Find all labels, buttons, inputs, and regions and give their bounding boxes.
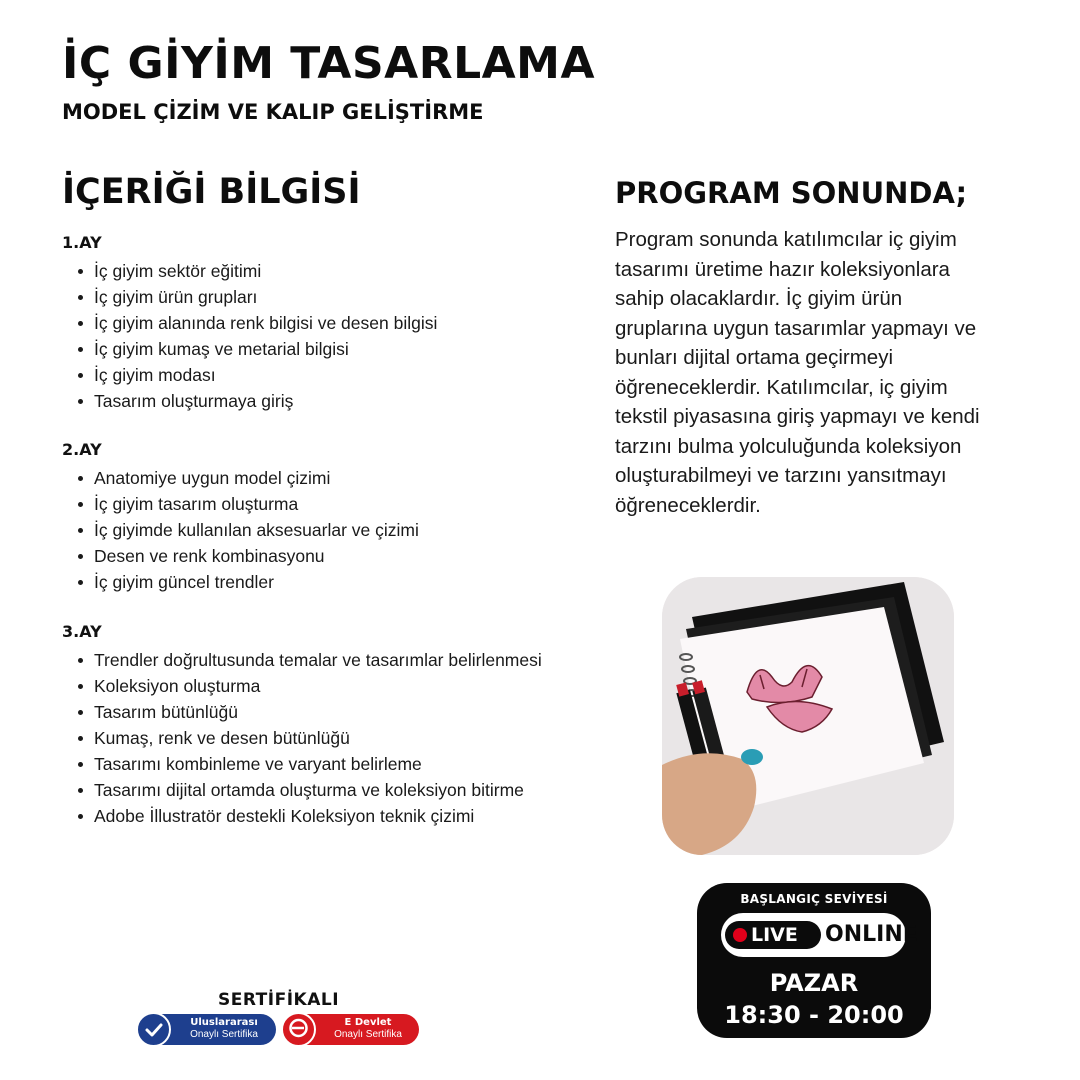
month-topic-list	[62, 647, 562, 829]
topic-item: Tasarımı kombinleme ve varyant belirleme	[62, 751, 562, 777]
topic-item: Kumaş, renk ve desen bütünlüğü	[62, 725, 562, 751]
topic-item: İç giyim sektör eğitimi	[62, 258, 562, 284]
topic-item: İç giyim kumaş ve metarial bilgisi	[62, 336, 562, 362]
check-badge-icon	[136, 1012, 171, 1047]
topic-item: İç giyim tasarım oluşturma	[62, 491, 562, 517]
e-devlet-certificate-badge	[283, 1014, 419, 1045]
topic-item: İç giyim modası	[62, 362, 562, 388]
e-devlet-logo-icon	[281, 1012, 316, 1047]
content-section-title: İÇERİĞİ BİLGİSİ	[62, 172, 361, 212]
certificate-line2: Onaylı Sertifika	[190, 1029, 258, 1040]
live-dot-icon	[733, 928, 747, 942]
schedule-day: PAZAR	[769, 969, 859, 997]
page-title: İÇ GİYİM TASARLAMA	[62, 38, 596, 89]
live-indicator	[725, 921, 821, 949]
month-label: 3.AY	[62, 622, 102, 641]
live-label: LIVE	[751, 924, 798, 946]
month-block-3	[62, 619, 562, 829]
topic-item: İç giyimde kullanılan aksesuarlar ve çizimi	[62, 517, 562, 543]
page-subtitle: MODEL ÇİZİM VE KALIP GELİŞTİRME	[62, 100, 484, 124]
topic-item: Tasarımı dijital ortamda oluşturma ve koleksiyon bitirme	[62, 777, 562, 803]
month-block-2	[62, 437, 562, 595]
sketchbook-photo	[662, 577, 954, 855]
month-topic-list	[62, 258, 562, 414]
schedule-time: 18:30 - 20:00	[724, 1001, 904, 1029]
topic-item: Koleksiyon oluşturma	[62, 673, 562, 699]
live-online-pill	[721, 913, 918, 957]
topic-item: İç giyim ürün grupları	[62, 284, 562, 310]
certificate-line2: Onaylı Sertifika	[334, 1029, 402, 1040]
level-label: BAŞLANGIÇ SEVİYESİ	[740, 892, 888, 906]
online-label: ONLINE	[825, 922, 918, 947]
topic-item: Adobe İllustratör destekli Koleksiyon teknik çizimi	[62, 803, 562, 829]
topic-item: Anatomiye uygun model çizimi	[62, 465, 562, 491]
program-section-title: PROGRAM SONUNDA;	[615, 176, 968, 210]
topic-item: Desen ve renk kombinasyonu	[62, 543, 562, 569]
topic-item: Tasarım bütünlüğü	[62, 699, 562, 725]
month-topic-list	[62, 465, 562, 595]
month-label: 2.AY	[62, 440, 102, 459]
program-description: Program sonunda katılımcılar iç giyim tasarımı üretime hazır koleksiyonlara sahip olacaklardır. İç giyim ürün gruplarına uygun tasarımlar yapmayı ve bunları dijital ortama geçirmeyi öğreneceklerdir. Katılımcılar, iç giyim tekstil piyasasına giriş yapmayı ve kendi tarzını bulma yolculuğunda koleksiyon oluşturabilmeyi ve tarzını yansıtmayı öğreneceklerdir.	[615, 228, 980, 517]
topic-item: Tasarım oluşturmaya giriş	[62, 388, 562, 414]
topic-item: İç giyim alanında renk bilgisi ve desen bilgisi	[62, 310, 562, 336]
certificate-line1: E Devlet	[344, 1017, 392, 1028]
schedule-badge	[697, 883, 931, 1038]
month-label: 1.AY	[62, 233, 102, 252]
topic-item: İç giyim güncel trendler	[62, 569, 562, 595]
topic-item: Trendler doğrultusunda temalar ve tasarımlar belirlenmesi	[62, 647, 562, 673]
month-block-1	[62, 230, 562, 414]
certificate-line1: Uluslararası	[190, 1017, 258, 1028]
certificate-title: SERTİFİKALI	[218, 990, 340, 1010]
international-certificate-badge	[138, 1014, 276, 1045]
